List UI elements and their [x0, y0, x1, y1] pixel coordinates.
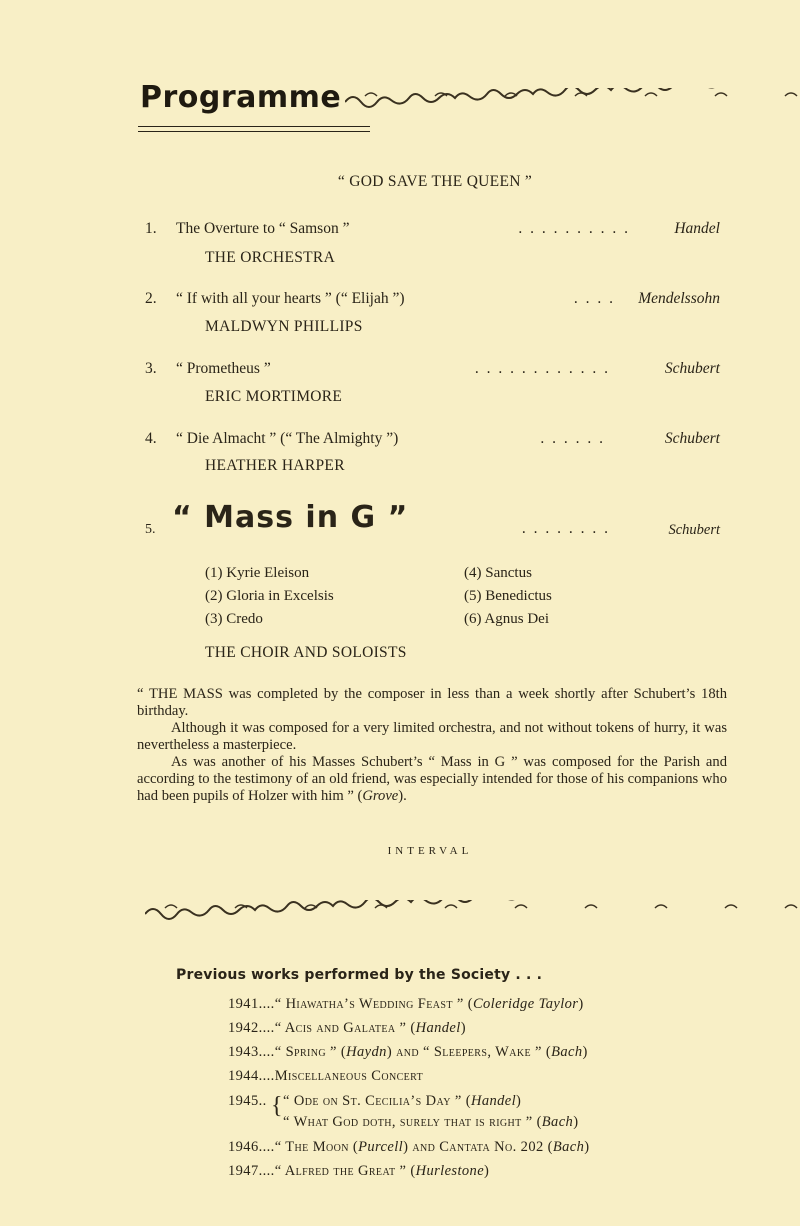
- item-number: 4.: [145, 430, 157, 447]
- leader-dots: . . . . . . . . . .: [518, 220, 630, 237]
- previous-work-year: 1945..: [228, 1093, 267, 1109]
- scroll-ornament-icon: [145, 900, 800, 924]
- previous-work: 1943....“ Spring ” (Haydn) and “ Sleepers, Wake ” (Bach): [228, 1044, 588, 1060]
- leader-dots: . . . . . . . . . . . .: [474, 360, 610, 377]
- item-title: “ Prometheus ”: [176, 360, 271, 377]
- note-paragraph: “ THE MASS was completed by the composer in less than a week shortly after Schubert’s 18th birthday.: [137, 686, 727, 719]
- previous-work: 1947....“ Alfred the Great ” (Hurlestone): [228, 1163, 490, 1179]
- previous-works-heading: Previous works performed by the Society . . .: [176, 967, 543, 983]
- item-title: The Overture to “ Samson ”: [176, 220, 350, 237]
- item-number: 1.: [145, 220, 157, 237]
- item-performer: MALDWYN PHILLIPS: [205, 318, 363, 335]
- previous-work: 1941....“ Hiawatha’s Wedding Feast ” (Coleridge Taylor): [228, 996, 584, 1012]
- previous-work: 1942....“ Acis and Galatea ” (Handel): [228, 1020, 466, 1036]
- previous-work: 1944....Miscellaneous Concert: [228, 1068, 424, 1084]
- item-composer: Mendelssohn: [638, 290, 720, 307]
- movement-right: (5) Benedictus: [464, 588, 552, 604]
- scroll-ornament-icon: [345, 88, 800, 112]
- movement-right: (4) Sanctus: [464, 565, 532, 581]
- item-performer: ERIC MORTIMORE: [205, 388, 343, 405]
- programme-heading: Programme: [140, 80, 342, 115]
- anthem-line: “ GOD SAVE THE QUEEN ”: [337, 173, 533, 190]
- item-performer: THE ORCHESTRA: [205, 249, 336, 266]
- item-composer: Schubert: [664, 360, 720, 377]
- item-composer: Handel: [674, 220, 720, 237]
- item-number: 3.: [145, 360, 157, 377]
- item-title: “ Die Almacht ” (“ The Almighty ”): [176, 430, 399, 447]
- movement-left: (3) Credo: [205, 611, 263, 627]
- heading-rule-top: [138, 126, 370, 127]
- interval-label: INTERVAL: [387, 845, 473, 857]
- leader-dots: . . . .: [573, 290, 615, 307]
- movement-right: (6) Agnus Dei: [464, 611, 549, 627]
- brace-icon: {: [271, 1093, 283, 1119]
- leader-dots: . . . . . . . .: [521, 520, 610, 537]
- item-title: “ If with all your hearts ” (“ Elijah ”): [176, 290, 405, 307]
- note-paragraph: As was another of his Masses Schubert’s “ Mass in G ” was composed for the Parish and according to the testimony of an old friend, was especially intended for those of his companions who had been pupils of Holzer with him ” (Grove).: [137, 754, 727, 804]
- previous-work: 1946....“ The Moon (Purcell) and Cantata No. 202 (Bach): [228, 1139, 590, 1155]
- item-composer: Schubert: [664, 430, 720, 447]
- note-paragraph: Although it was composed for a very limited orchestra, and not without tokens of hurry, it was nevertheless a masterpiece.: [137, 720, 727, 753]
- movement-left: (2) Gloria in Excelsis: [205, 588, 334, 604]
- item-number: 5.: [145, 522, 156, 537]
- note-source: Grove: [362, 788, 399, 804]
- heading-rule-bottom: [138, 131, 370, 132]
- leader-dots: . . . . . .: [540, 430, 605, 447]
- mass-performer: THE CHOIR AND SOLOISTS: [205, 644, 407, 661]
- previous-work: “ Ode on St. Cecilia’s Day ” (Handel): [283, 1093, 522, 1109]
- item-performer: HEATHER HARPER: [205, 457, 345, 474]
- item-number: 2.: [145, 290, 157, 307]
- movement-left: (1) Kyrie Eleison: [205, 565, 310, 581]
- previous-work: “ What God doth, surely that is right ” (Bach): [283, 1114, 579, 1130]
- mass-title: “ Mass in G ”: [172, 500, 409, 535]
- item-composer: Schubert: [668, 522, 720, 538]
- programme-note: [137, 686, 727, 805]
